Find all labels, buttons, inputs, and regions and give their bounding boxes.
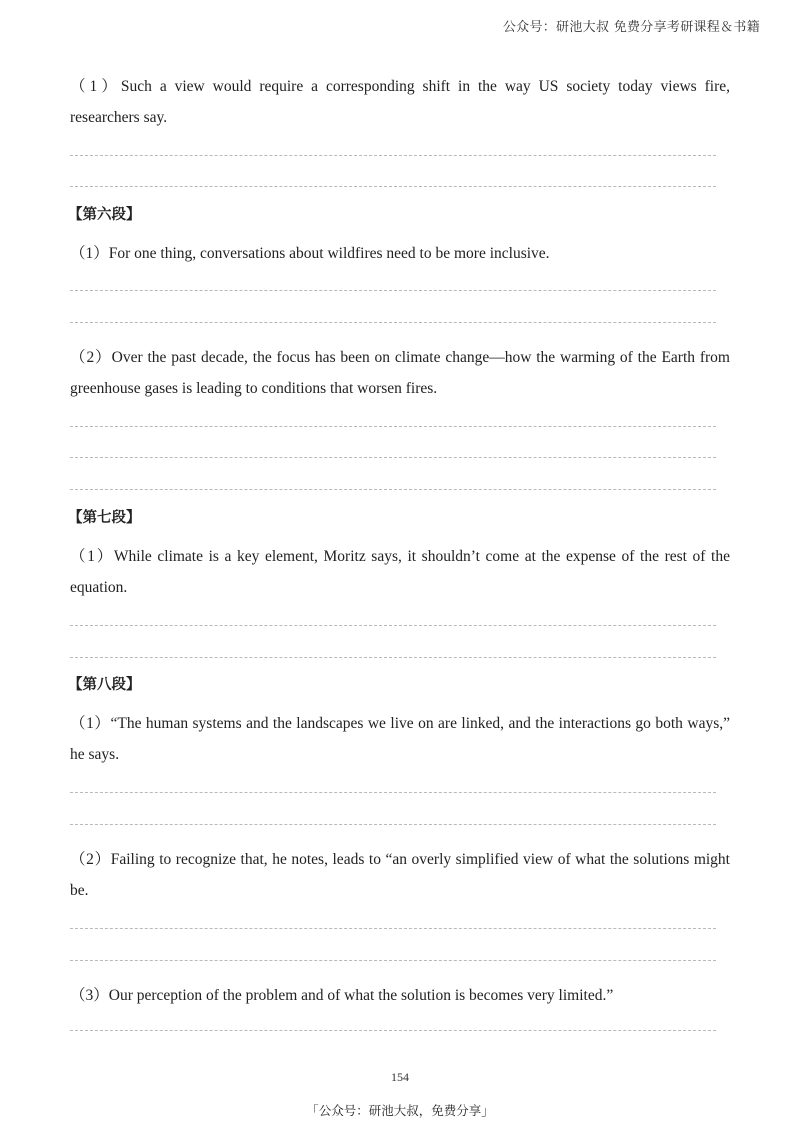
answer-line[interactable] <box>70 928 716 929</box>
answer-line[interactable] <box>70 322 716 323</box>
page-number: 154 <box>391 1070 409 1084</box>
answer-line[interactable] <box>70 960 716 961</box>
sentence-s6-2 <box>70 342 730 404</box>
answer-line[interactable] <box>70 426 716 427</box>
sentence-text: （1）Such a view would require a corresponding shift in the way US society today views fire, researchers say. <box>70 78 730 126</box>
sentence-s8-3 <box>70 980 730 1011</box>
sentence-text: （2）Failing to recognize that, he notes, leads to “an overly simplified view of what the solutions might be. <box>70 851 730 899</box>
sentence-s8-2 <box>70 844 730 906</box>
sentence-text: （3）Our perception of the problem and of what the solution is becomes very limited.” <box>70 987 614 1004</box>
answer-line[interactable] <box>70 457 716 458</box>
answer-line[interactable] <box>70 1030 716 1031</box>
answer-line[interactable] <box>70 824 716 825</box>
answer-line[interactable] <box>70 625 716 626</box>
section-heading-8: 【第八段】 <box>68 677 141 693</box>
answer-line[interactable] <box>70 489 716 490</box>
section-heading-7: 【第七段】 <box>68 510 141 526</box>
answer-line[interactable] <box>70 657 716 658</box>
page-header: 公众号：研池大叔 免费分享考研课程＆书籍 <box>502 20 760 35</box>
sentence-s1-1 <box>70 71 730 133</box>
sentence-text: （1）For one thing, conversations about wildfires need to be more inclusive. <box>70 245 550 262</box>
sentence-s8-1 <box>70 708 730 770</box>
section-heading-6: 【第六段】 <box>68 207 141 223</box>
answer-line[interactable] <box>70 290 716 291</box>
sentence-text: （1）While climate is a key element, Moritz says, it shouldn’t come at the expense of the rest of the equation. <box>70 548 730 596</box>
sentence-s7-1 <box>70 541 730 603</box>
answer-line[interactable] <box>70 186 716 187</box>
page-footer: 「公众号：研池大叔，免费分享」 <box>306 1103 494 1118</box>
sentence-s6-1 <box>70 238 730 269</box>
sentence-text: （2）Over the past decade, the focus has been on climate change—how the warming of the Earth from greenhouse gases is leading to conditions that worsen fires. <box>70 349 730 397</box>
answer-line[interactable] <box>70 155 716 156</box>
answer-line[interactable] <box>70 792 716 793</box>
sentence-text: （1）“The human systems and the landscapes we live on are linked, and the interactions go both ways,” he says. <box>70 715 730 763</box>
